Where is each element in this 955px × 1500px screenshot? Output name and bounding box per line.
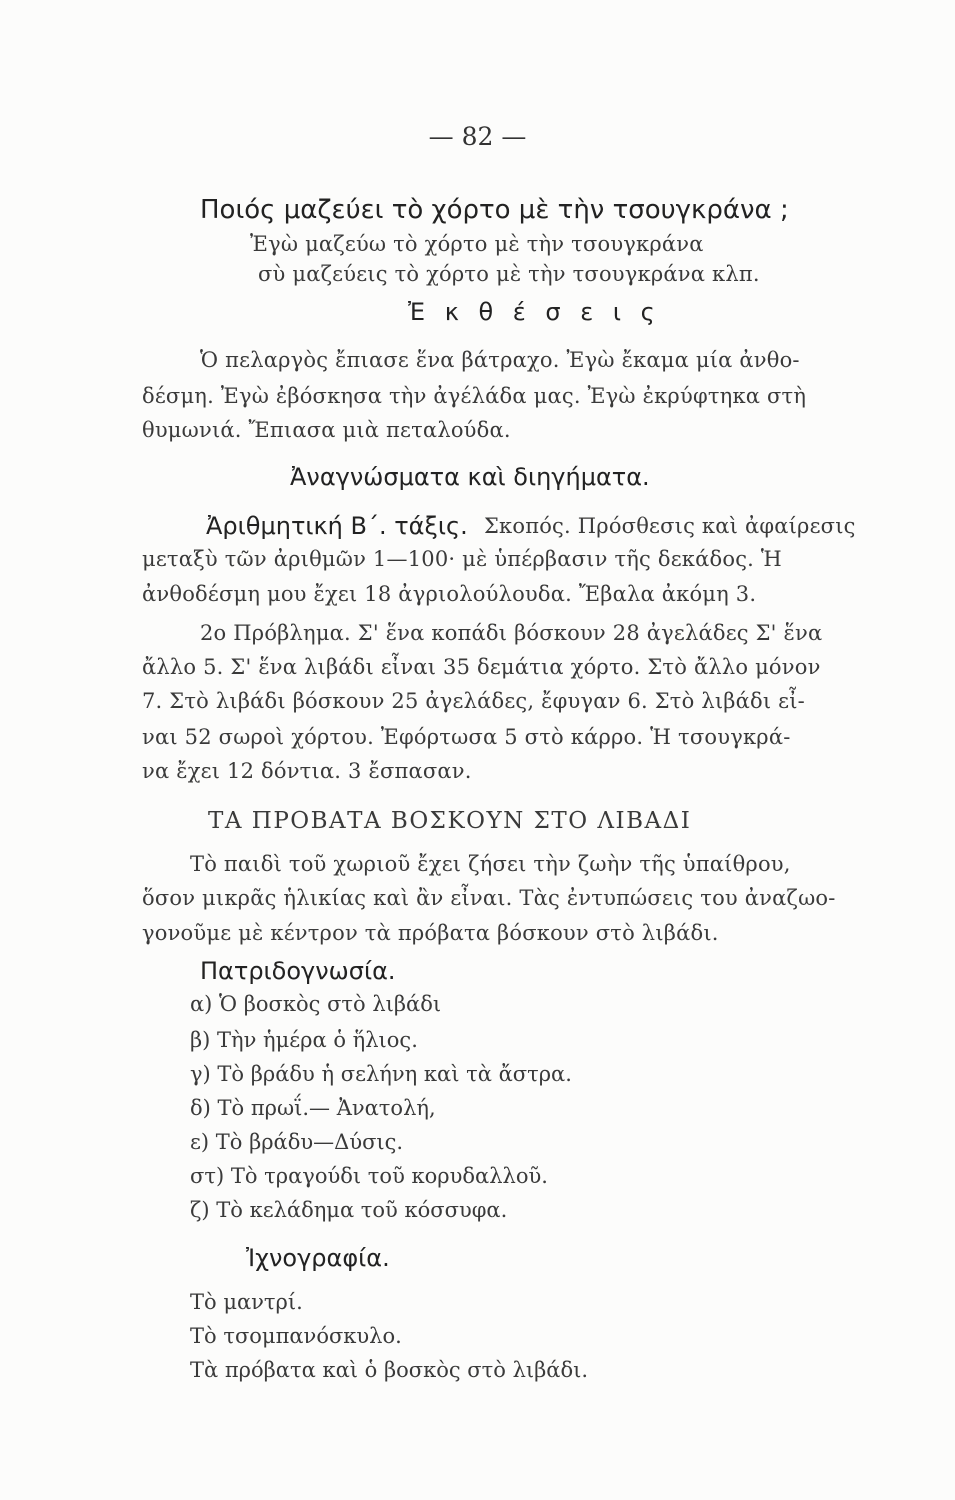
list-item: δ) Τὸ πρωΐ.— Ἀνατολή, bbox=[190, 1096, 436, 1120]
text-line: γονοῦμε μὲ κέντρον τὰ πρόβατα βόσκουν στὸ λιβάδι. bbox=[142, 921, 719, 945]
text-line: ὅσον μικρᾶς ἡλικίας καὶ ἂν εἶναι. Τὰς ἐντυπώσεις του ἀναζωο- bbox=[142, 886, 836, 910]
list-item: Τὸ μαντρί. bbox=[190, 1290, 303, 1314]
page-number: — 82 — bbox=[428, 122, 527, 151]
text-line: μεταξὺ τῶν ἀριθμῶν 1—100· μὲ ὑπέρβασιν τῆς δεκάδος. Ἡ bbox=[142, 547, 782, 571]
list-item: Τὰ πρόβατα καὶ ὁ βοσκὸς στὸ λιβάδι. bbox=[190, 1358, 588, 1382]
heading-arithmetic: Ἀριθμητική Β΄. τάξις. bbox=[206, 512, 468, 540]
heading-who-gathers: Ποιός μαζεύει τὸ χόρτο μὲ τὴν τσουγκράνα ; bbox=[200, 195, 789, 225]
text-line: δέσμη. Ἐγὼ ἐβόσκησα τὴν ἀγέλάδα μας. Ἐγὼ ἐκρύφτηκα στὴ bbox=[142, 384, 807, 408]
text-line: 7. Στὸ λιβάδι βόσκουν 25 ἀγελάδες, ἔφυγαν 6. Στὸ λιβάδι εἶ- bbox=[142, 689, 805, 713]
heading-patridognosia: Πατριδογνωσία. bbox=[200, 957, 396, 985]
list-item: στ) Τὸ τραγούδι τοῦ κορυδαλλοῦ. bbox=[190, 1164, 548, 1188]
list-item: β) Τὴν ἡμέρα ὁ ἥλιος. bbox=[190, 1028, 418, 1052]
text-line: σὺ μαζεύεις τὸ χόρτο μὲ τὴν τσουγκράνα κλπ. bbox=[258, 262, 760, 286]
heading-ichnografia: Ἰχνογραφία. bbox=[246, 1244, 390, 1272]
text-line: ἀνθοδέσμη μου ἔχει 18 ἀγριολούλουδα. Ἔβαλα ἀκόμη 3. bbox=[142, 582, 757, 606]
text-line: ναι 52 σωροὶ χόρτου. Ἐφόρτωσα 5 στὸ κάρρο. Ἡ τσουγκρά- bbox=[142, 725, 791, 749]
section-title: ΤΑ ΠΡΟΒΑΤΑ ΒΟΣΚΟΥΝ ΣΤΟ ΛΙΒΑΔΙ bbox=[208, 808, 692, 834]
list-item: Τὸ τσομπανόσκυλο. bbox=[190, 1324, 402, 1348]
text-line: ἄλλο 5. Σ' ἕνα λιβάδι εἶναι 35 δεμάτια χόρτο. Στὸ ἄλλο μόνον bbox=[142, 655, 821, 679]
heading-anagnosmata: Ἀναγνώσματα καὶ διηγήματα. bbox=[290, 463, 650, 491]
text-line: να ἔχει 12 δόντια. 3 ἔσπασαν. bbox=[142, 759, 472, 783]
list-item: ζ) Τὸ κελάδημα τοῦ κόσσυφα. bbox=[190, 1198, 508, 1222]
text-line: Τὸ παιδὶ τοῦ χωριοῦ ἔχει ζήσει τὴν ζωὴν τῆς ὑπαίθρου, bbox=[190, 852, 791, 876]
text-line: Ἐγὼ μαζεύω τὸ χόρτο μὲ τὴν τσουγκράνα bbox=[250, 232, 704, 256]
heading-ektheseis: Ἐ κ θ έ σ ε ι ς bbox=[408, 298, 661, 326]
list-item: γ) Τὸ βράδυ ἡ σελήνη καὶ τὰ ἄστρα. bbox=[190, 1062, 572, 1086]
text-line: Ὁ πελαργὸς ἔπιασε ἕνα βάτραχο. Ἐγὼ ἔκαμα μία ἀνθο- bbox=[200, 348, 800, 372]
text-line: 2ο Πρόβλημα. Σ' ἕνα κοπάδι βόσκουν 28 ἀγελάδες Σ' ἕνα bbox=[200, 621, 823, 645]
text-line: Σκοπός. Πρόσθεσις καὶ ἀφαίρεσις bbox=[484, 514, 856, 538]
list-item: α) Ὁ βοσκὸς στὸ λιβάδι bbox=[190, 992, 442, 1016]
text-line: θυμωνιά. Ἔπιασα μιὰ πεταλούδα. bbox=[142, 418, 511, 442]
list-item: ε) Τὸ βράδυ—Δύσις. bbox=[190, 1130, 404, 1154]
